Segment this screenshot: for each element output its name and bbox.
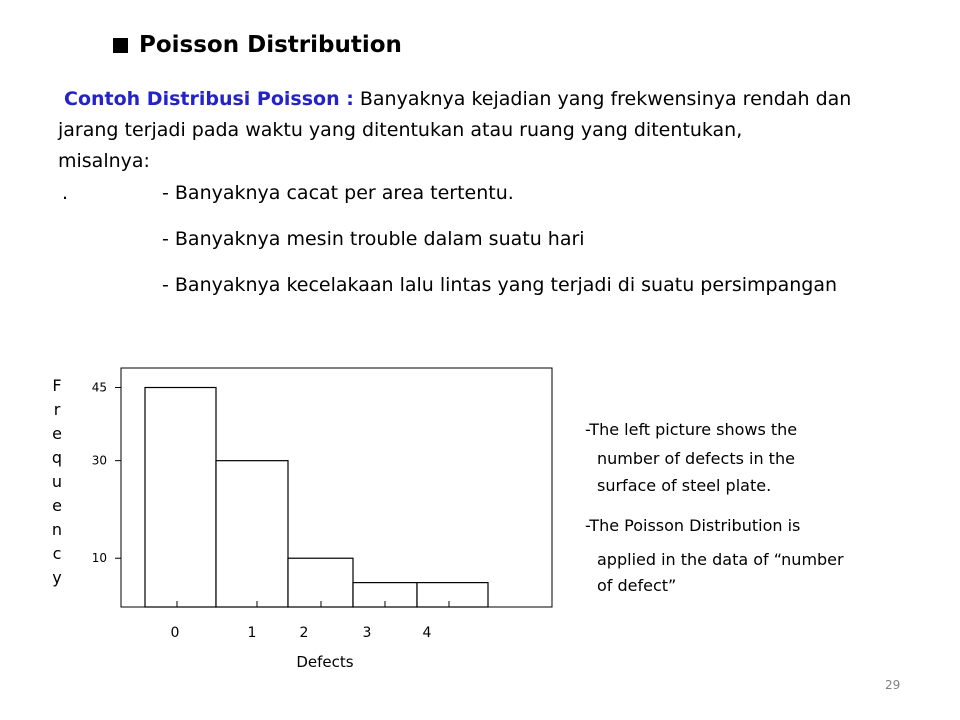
y-axis-label — [50, 374, 64, 590]
note-line: number of defects in the — [597, 449, 795, 468]
y-axis-label-char: c — [52, 544, 62, 563]
y-axis-label-char: q — [51, 448, 63, 467]
y-tick-label: 30 — [91, 453, 107, 468]
intro-label: Contoh Distribusi Poisson : — [64, 88, 354, 110]
y-axis-label-char: n — [51, 520, 63, 539]
x-tick-label: 0 — [170, 625, 180, 641]
x-axis-label: Defects — [296, 653, 354, 671]
example-item: - Banyaknya kecelakaan lalu lintas yang terjadi di suatu persimpangan — [162, 274, 838, 296]
histogram-bar — [417, 583, 488, 607]
x-tick-label: 4 — [422, 625, 432, 641]
x-tick-label: 2 — [299, 625, 309, 641]
note-line: -The Poisson Distribution is — [585, 516, 801, 535]
y-tick-label: 10 — [91, 551, 107, 566]
note-line: -The left picture shows the — [585, 420, 798, 439]
note-line: of defect” — [597, 576, 677, 595]
x-tick-label: 1 — [247, 625, 257, 641]
histogram-bar — [288, 558, 353, 607]
intro-line-2: jarang terjadi pada waktu yang ditentukan atau ruang yang ditentukan, — [58, 119, 743, 141]
slide-title: Poisson Distribution — [139, 32, 402, 58]
histogram-bar — [145, 388, 216, 607]
note-line: applied in the data of “number — [597, 550, 844, 569]
x-tick-label: 3 — [362, 625, 372, 641]
y-axis-label-char: y — [52, 568, 62, 587]
y-tick-label: 45 — [91, 380, 107, 395]
intro-text-1: Banyaknya kejadian yang frekwensinya rendah dan — [353, 88, 852, 110]
slide-number: 29 — [885, 678, 901, 692]
y-axis-label-char: e — [52, 496, 62, 515]
example-item: - Banyaknya mesin trouble dalam suatu hari — [162, 228, 585, 250]
y-axis-label-char: e — [52, 424, 62, 443]
example-item: - Banyaknya cacat per area tertentu. — [162, 182, 514, 204]
y-axis-label-char: r — [53, 400, 61, 419]
intro-line-3: misalnya: — [58, 150, 150, 172]
list-dot: . — [62, 182, 69, 204]
y-axis-label-char: u — [51, 472, 63, 491]
note-line: surface of steel plate. — [597, 476, 772, 495]
y-axis-label-char: F — [52, 376, 62, 395]
histogram-bar — [216, 461, 288, 607]
